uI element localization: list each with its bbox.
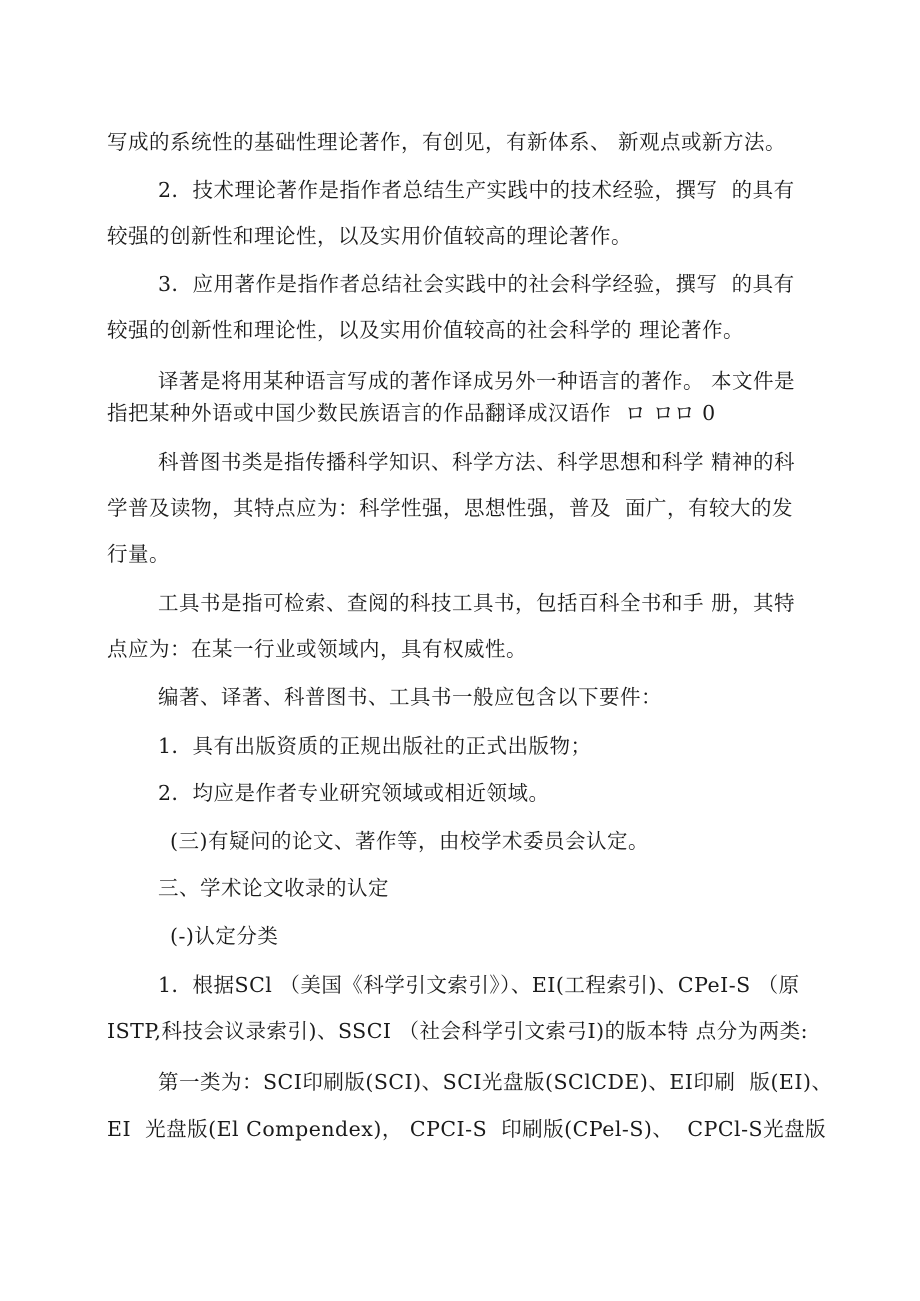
list-item: 1．具有出版资质的正规出版社的正式出版物；: [158, 734, 592, 758]
paragraph-line: 学普及读物，其特点应为：科学性强，思想性强，普及 面广，有较大的发: [107, 496, 794, 520]
paragraph-line: 写成的系统性的基础性理论著作，有创见，有新体系、 新观点或新方法。: [107, 130, 787, 154]
paragraph-line: 3．应用著作是指作者总结社会实践中的社会科学经验，撰写 的具有: [158, 272, 795, 296]
paragraph-line: EI 光盘版(El Compendex)， CPCI-S 印刷版(CPel-S)、 CPCl-S光盘版: [107, 1117, 827, 1141]
paragraph-line: 科普图书类是指传播科学知识、科学方法、科学思想和科学 精神的科: [158, 450, 796, 474]
list-item: 2．均应是作者专业研究领域或相近领域。: [158, 781, 550, 805]
paragraph-line: 点应为：在某一行业或领域内，具有权威性。: [107, 637, 527, 661]
paragraph-line: 译著是将用某种语言写成的著作译成另外一种语言的著作。 本文件是: [158, 369, 796, 393]
paragraph-line: 较强的创新性和理论性，以及实用价值较高的理论著作。: [107, 224, 632, 248]
paragraph-line: 第一类为：SCI印刷版(SCI)、SCI光盘版(SClCDE)、EI印刷 版(EI)、: [158, 1070, 833, 1094]
paragraph-line: 行量。: [107, 542, 170, 566]
paragraph-line: 1．根据SCl （美国《科学引文索引》）、EI(工程索引)、CPeI-S （原: [158, 973, 800, 997]
paragraph-line: 指把某种外语或中国少数民族语言的作品翻译成汉语作 ロ ロロ 0: [107, 401, 716, 425]
paragraph-line: 工具书是指可检索、查阅的科技工具书，包括百科全书和手 册，其特: [158, 591, 796, 615]
paragraph-line: 较强的创新性和理论性，以及实用价值较高的社会科学的 理论著作。: [107, 318, 745, 342]
paragraph-line: 编著、译著、科普图书、工具书一般应包含以下要件：: [158, 685, 662, 709]
subsection-heading: (-)认定分类: [170, 924, 279, 948]
paragraph-line: 2．技术理论著作是指作者总结生产实践中的技术经验，撰写 的具有: [158, 178, 795, 202]
paragraph-line: ISTP,科技会议录索引)、SSCI （社会科学引文索弓I)的版本特 点分为两类:: [107, 1019, 809, 1043]
section-heading: 三、学术论文收录的认定: [158, 876, 389, 900]
paragraph-line: (三)有疑问的论文、著作等，由校学术委员会认定。: [170, 829, 649, 853]
